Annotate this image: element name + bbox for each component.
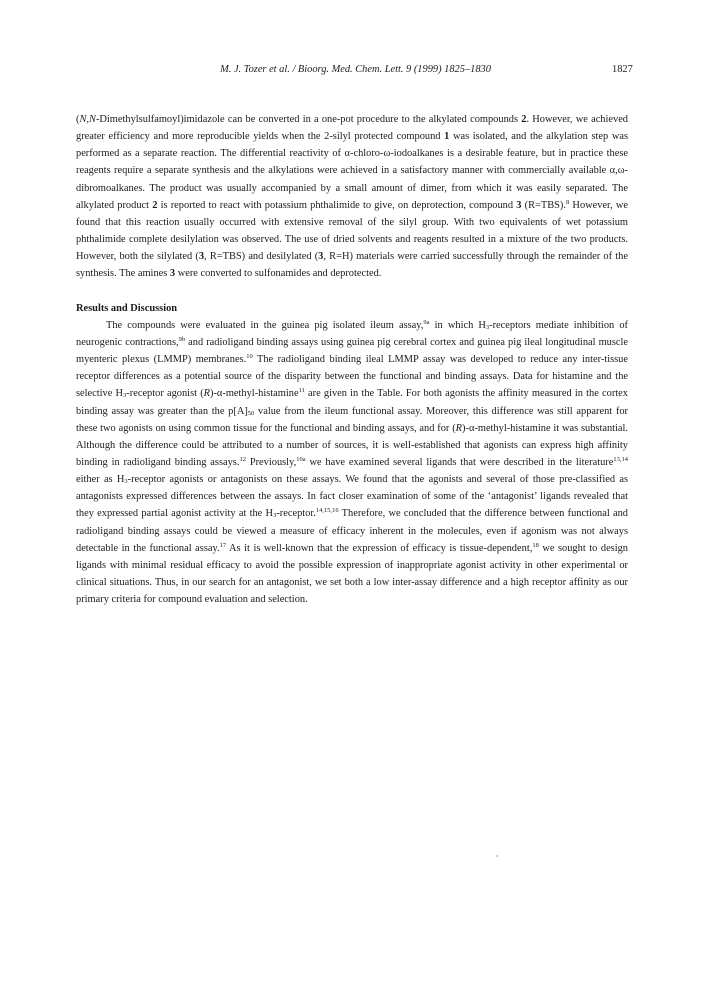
citation-superscript: 9a (423, 318, 430, 326)
scan-speck (496, 855, 498, 857)
citation-superscript: 13,14 (613, 455, 628, 463)
compound-ref: 2 (521, 114, 527, 125)
running-head-citation: M. J. Tozer et al. / Bioorg. Med. Chem. Lett. 9 (1999) 1825–1830 (220, 64, 491, 75)
compound-ref: 1 (444, 131, 450, 143)
page-number: 1827 (612, 64, 633, 75)
section-heading: Results and Discussion (76, 302, 178, 314)
compound-ref: 3 (198, 251, 205, 263)
compound-ref: 3 (169, 268, 176, 280)
citation-superscript: 10 (246, 353, 253, 361)
compound-ref: 3 (318, 251, 324, 263)
article-body (76, 111, 628, 608)
citation-superscript: 8 (566, 198, 570, 206)
citation-superscript: 12 (239, 455, 246, 463)
compound-ref: 3 (516, 199, 522, 211)
citation-superscript: 9b (178, 335, 186, 343)
citation-superscript: 17 (219, 541, 227, 549)
citation-superscript: 18 (532, 541, 539, 549)
citation-superscript: 11 (298, 387, 305, 395)
results-paragraph: The compounds were evaluated in the guinea pig isolated ileum assay,$^{9a}$ in which $H_3$-receptors mediate inhibition of neurogenic contractions,$^{9b}$ and radioligand binding assays using guinea pig cerebral cortex and guinea pig ileal longitudinal muscle myenteric plexus (LMMP) membranes.$^{10}$ The radioligand binding ileal LMMP assay was developed to reduce any inter-tissue receptor differences as a potential source of the disparity between the functional and binding assays. Data for histamine and the selective $H_3$-receptor agonist (R)-α-methyl-histamine$^{11}$ are given in the Table. For both agonists the affinity measured in the cortex binding assay was greater than the $p[A]_{50}$ value from the ileum functional assay. Moreover, this difference was still apparent for these two agonists on using common tissue for the functional and binding assays, and for (R)-α-methyl-histamine it was substantial. Although the difference could be attributed to a number of sources, it is well-established that agonists can express high affinity binding in radioligand binding assays.$^{12}$ Previously,$^{10a}$ we have examined several ligands that were described in the literature$^{13,14}$ either as $H_3$-receptor agonists or antagonists on these assays. We found that the agonists and several of those pre-classified as antagonists expressed differences between the assays. In fact closer examination of some of the ‘antagonist’ ligands revealed that they expressed partial agonist activity at the $H_3-receptor.^{14,15,16}$ Therefore, we concluded that the difference between functional and radioligand binding assays could be viewed a measure of efficacy inherent in the molecules, even if agonism was not always detectable in the functional assay.$^{17}$ As it is well-known that the expression of efficacy is tissue-dependent,$^{18}$ we sought to design ligands with minimal residual efficacy to avoid the possible expression of inappropriate agonist activity in other experimental or clinical situations. Thus, in our search for an antagonist, we set both a low inter-assay difference and a high receptor affinity as our primary criteria for compound evaluation and selection. (76, 318, 629, 606)
running-head (0, 64, 711, 80)
citation-superscript: 10a (296, 455, 306, 463)
citation-superscript: 14,15,16 (315, 507, 339, 515)
compound-ref: 2 (152, 199, 158, 211)
synthesis-paragraph: (N,N-Dimethylsulfamoyl)imidazole can be converted in a one-pot procedure to the alkylated compounds 2. However, we achieved greater efficiency and more reproducible yields when the 2-silyl protected compound 1 was isolated, and the alkylation step was performed as a separate reaction. The differential reactivity of α-chloro-ω-iodoalkanes is a desirable feature, but in practice these reagents require a separate synthesis and the alkylations were achieved in a satisfactory manner with commercially available α,ω-dibromoalkanes. The product was usually accompanied by a small amount of dimer, from which it was easily separated. The alkylated product 2 is reported to react with potassium phthalimide to give, on deprotection, compound 3 (R=TBS).$^8$ However, we found that this reaction usually occurred with extensive removal of the silyl group. With two equivalents of wet potassium phthalimide complete desilylation was observed. The use of dried solvents and reagents resulted in a mixture of the two products. However, both the silylated (3, R=TBS) and desilylated (3, R=H) materials were carried successfully through the remainder of the synthesis. The amines 3 were converted to sulfonamides and deprotected. (76, 114, 628, 280)
